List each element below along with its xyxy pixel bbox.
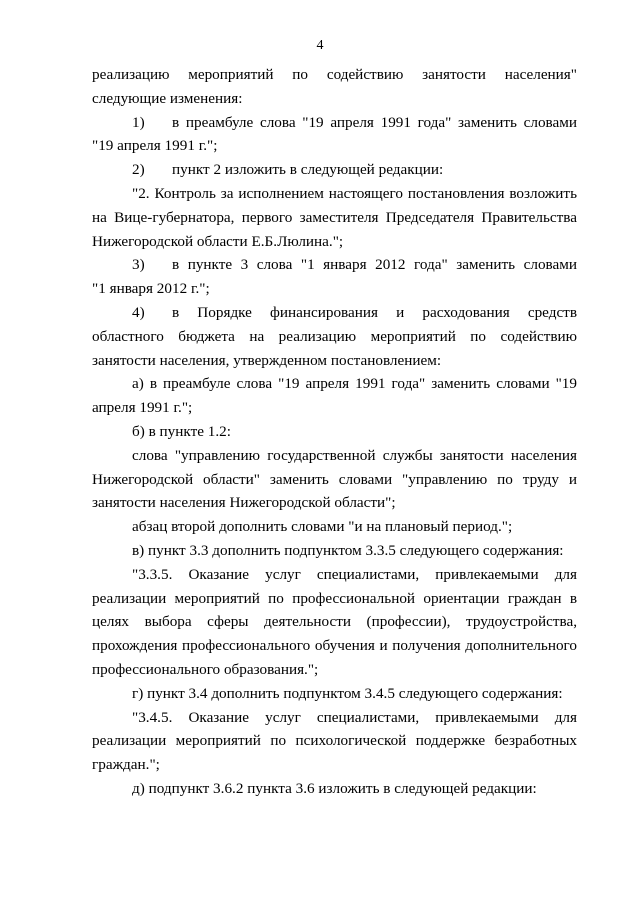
paragraph: пункт 2 изложить в следующей редакции: [172,161,444,179]
item-number: 2) [132,161,145,179]
paragraph: абзац второй дополнить словами "и на плановый период."; [132,518,513,536]
paragraph: слова "управлению государственной службы занятости населения Нижегородской области" заменить словами "управлению по труду и занятости населения Нижегородской области"; [92,446,577,512]
paragraph: "3.4.5. Оказание услуг специалистами, привлекаемыми для реализации мероприятий по психологической поддержке безработных граждан."; [92,708,577,774]
paragraph: в Порядке финансирования и расходования средств областного бюджета на реализацию мероприятий по содействию занятости населения, утвержденном постановлением: [92,303,577,369]
paragraph: г) пункт 3.4 дополнить подпунктом 3.4.5 следующего содержания: [132,684,563,702]
paragraph: д) подпункт 3.6.2 пункта 3.6 изложить в следующей редакции: [132,779,537,797]
paragraph: в пункте 3 слова "1 января 2012 года" заменить словами [172,256,577,274]
paragraph: а) в преамбуле слова "19 апреля 1991 года" заменить словами "19 апреля 1991 г."; [92,375,577,417]
page-number: 4 [316,38,324,53]
paragraph: "3.3.5. Оказание услуг специалистами, привлекаемыми для реализации мероприятий по профессиональной ориентации граждан в целях выбора сферы деятельности (профессии), трудоустройства, прохождения профессионального обучения и получения дополнительного профессионального образования."; [92,565,577,678]
paragraph: в) пункт 3.3 дополнить подпунктом 3.3.5 следующего содержания: [132,541,564,559]
paragraph: "19 апреля 1991 г."; [92,137,218,155]
numbered-item-3 [92,253,577,277]
item-number: 3) [132,256,145,274]
item-number: 4) [132,303,145,321]
numbered-item-1 [92,111,577,135]
numbered-item-4 [92,301,577,372]
numbered-item-2 [92,158,577,182]
item-number: 1) [132,113,145,131]
paragraph: б) в пункте 1.2: [132,422,231,440]
paragraph: реализацию мероприятий по содействию занятости населения" следующие изменения: [92,66,577,107]
paragraph: "2. Контроль за исполнением настоящего постановления возложить на Вице-губернатора, первого заместителя Председателя Правительства Нижегородской области Е.Б.Люлина."; [92,184,577,250]
paragraph: в преамбуле слова "19 апреля 1991 года" заменить словами [172,113,577,131]
document-body [92,63,577,801]
paragraph: "1 января 2012 г."; [92,280,210,298]
